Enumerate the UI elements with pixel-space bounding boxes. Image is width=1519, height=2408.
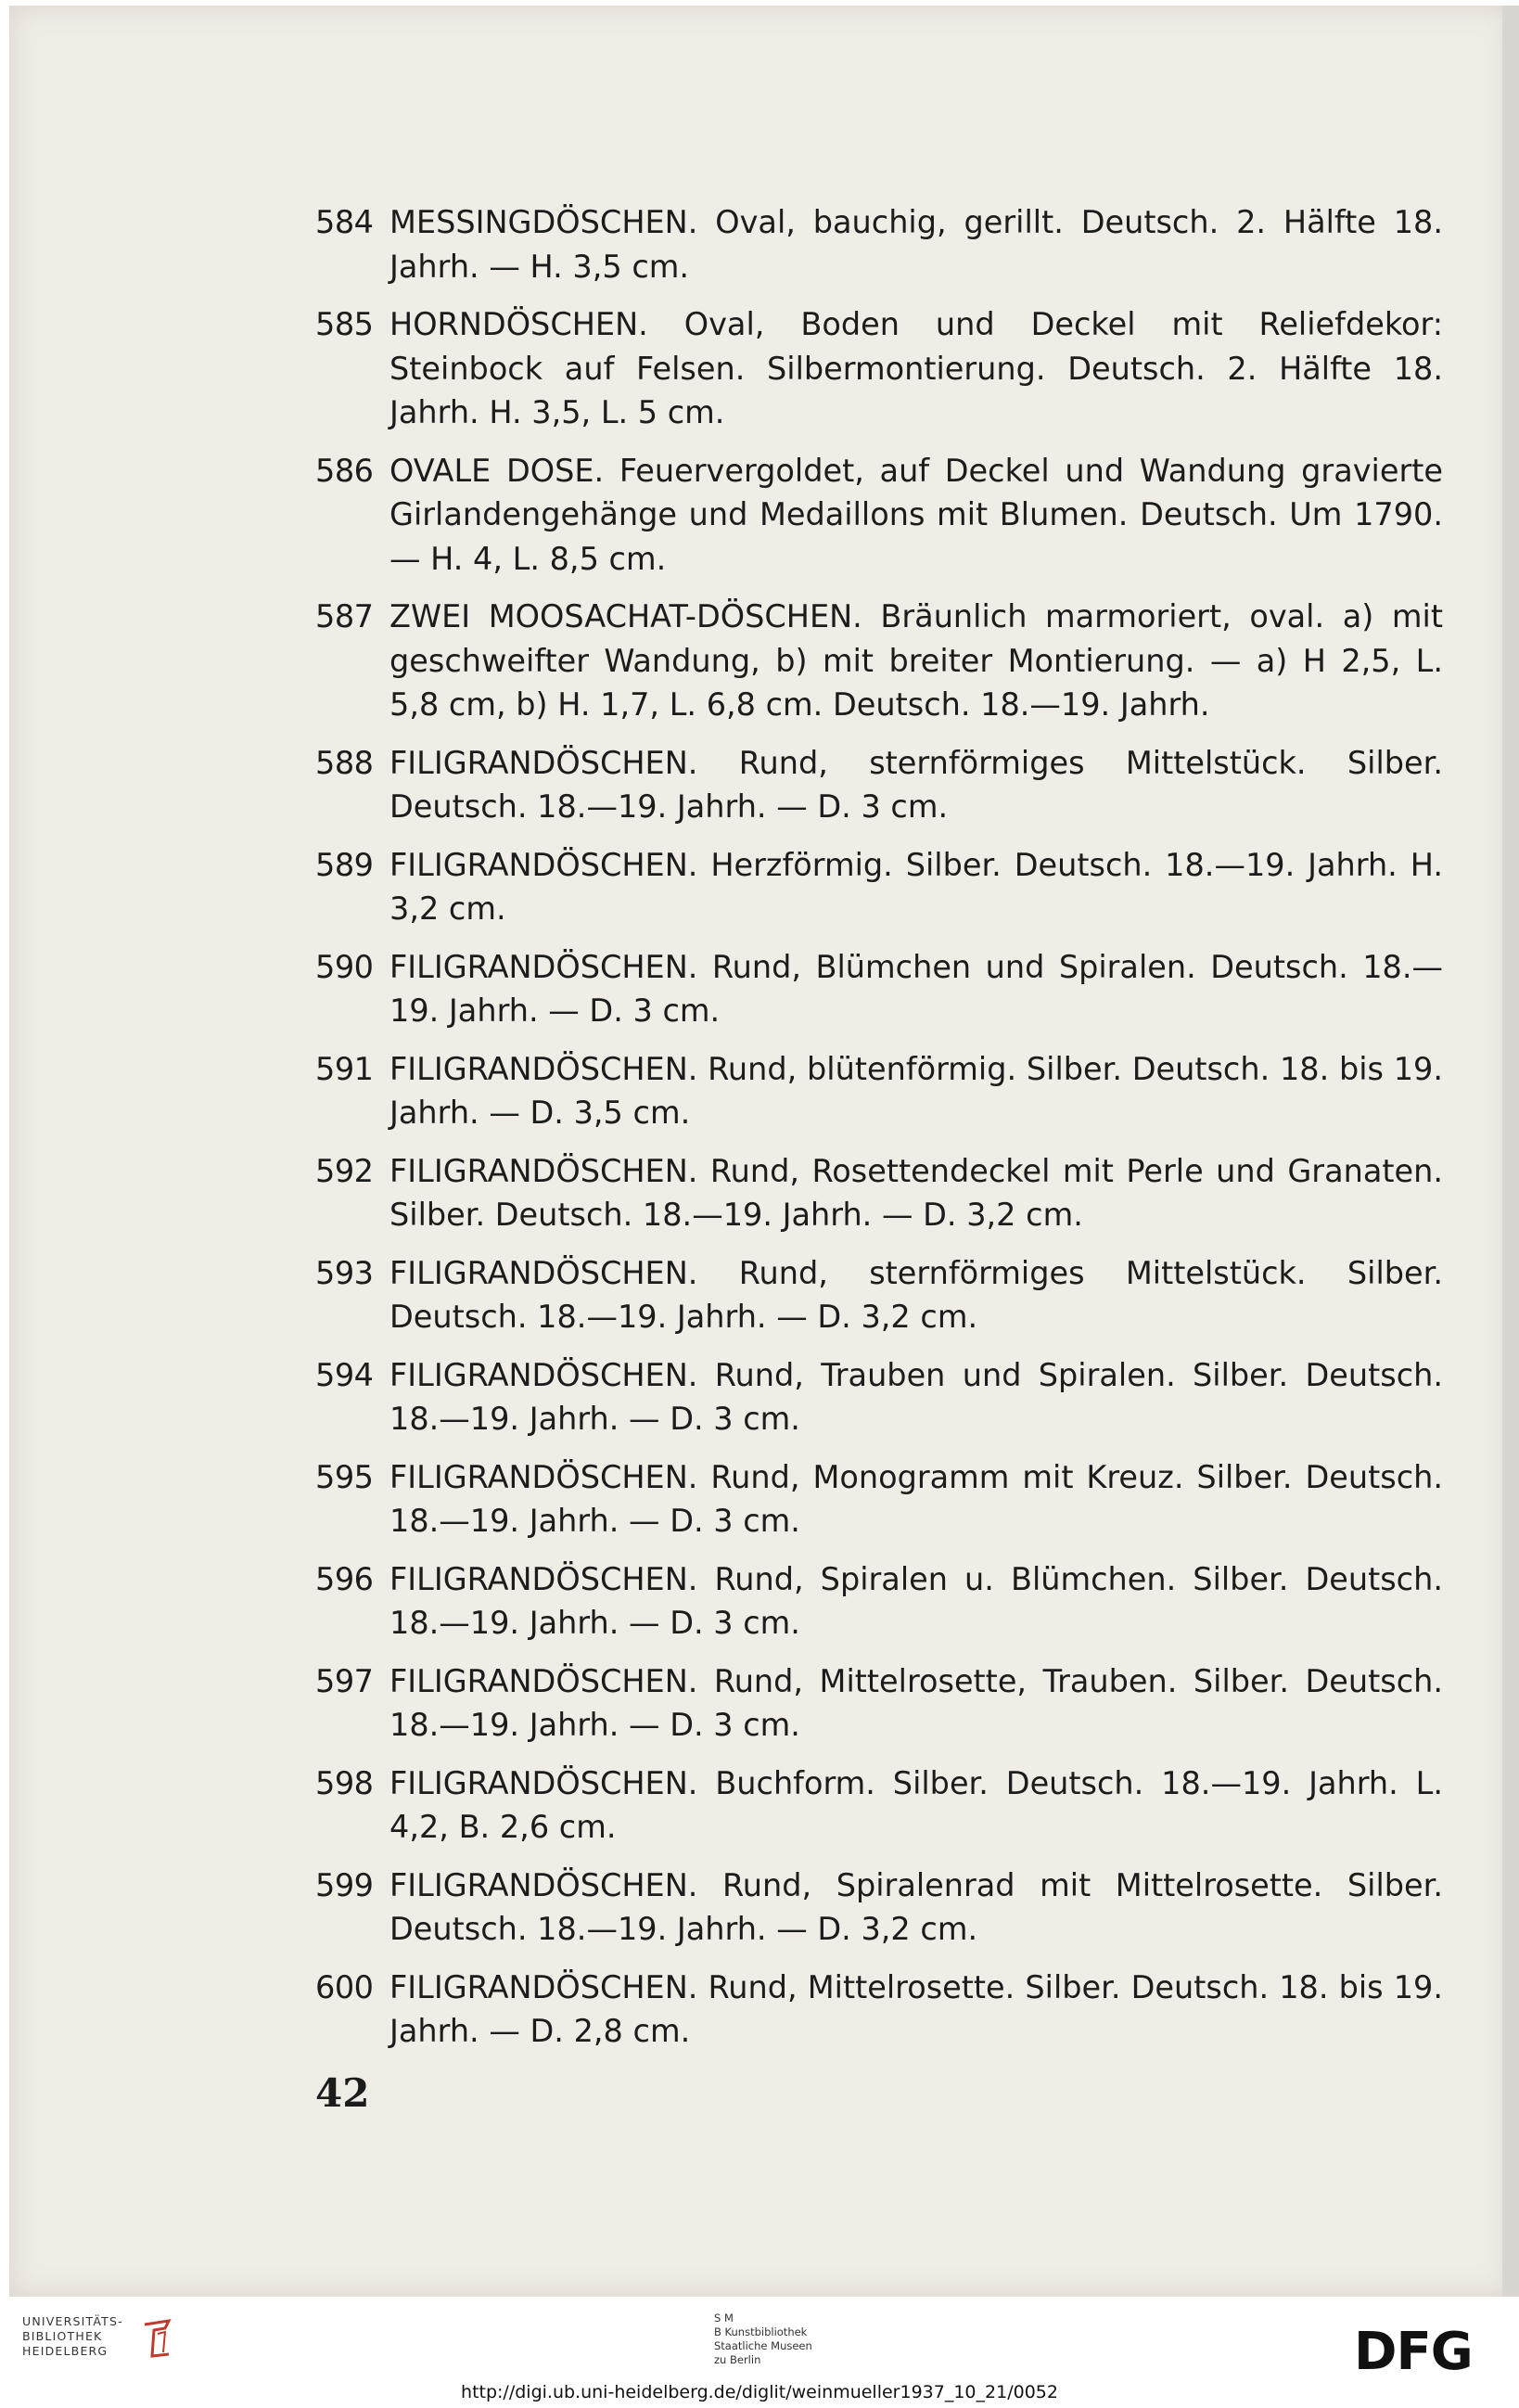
credit-line: S M xyxy=(714,2312,734,2325)
catalog-entry xyxy=(315,1966,1443,2054)
entry-number: 586 xyxy=(315,452,374,489)
library-emblem-icon xyxy=(141,2319,178,2362)
entry-text: OVALE DOSE. Feuervergoldet, auf Deckel und Wandung gravierte Girlandengehänge und Medaillons mit Blumen. Deutsch. Um 1790. — H. 4, L. 8,5 cm. xyxy=(389,452,1443,577)
entry-text: ZWEI MOOSACHAT-DÖSCHEN. Bräunlich marmoriert, oval. a) mit geschweifter Wandung, b) mit breiter Montierung. — a) H 2,5, L. 5,8 cm, b) H. 1,7, L. 6,8 cm. Deutsch. 18.—19. Jahrh. xyxy=(389,598,1443,723)
catalog-entries xyxy=(315,200,1443,2068)
catalog-entry xyxy=(315,945,1443,1033)
catalog-entry xyxy=(315,200,1443,288)
catalog-entry xyxy=(315,1251,1443,1339)
catalog-entry xyxy=(315,1864,1443,1952)
catalog-entry xyxy=(315,1353,1443,1441)
entry-number: 597 xyxy=(315,1662,374,1699)
dfg-logo[interactable]: DFG xyxy=(1354,2322,1473,2382)
entry-text: FILIGRANDÖSCHEN. Rund, Rosettendeckel mit Perle und Granaten. Silber. Deutsch. 18.—19. Jahrh. — D. 3,2 cm. xyxy=(389,1152,1443,1233)
catalog-entry xyxy=(315,741,1443,829)
entry-number: 591 xyxy=(315,1050,374,1087)
entry-number: 589 xyxy=(315,846,374,883)
catalog-entry xyxy=(315,1455,1443,1543)
entry-number: 585 xyxy=(315,306,374,342)
entry-number: 598 xyxy=(315,1764,374,1801)
university-library-logo[interactable] xyxy=(22,2313,189,2369)
entry-text: FILIGRANDÖSCHEN. Rund, Spiralen u. Blümchen. Silber. Deutsch. 18.—19. Jahrh. — D. 3 cm. xyxy=(389,1560,1443,1641)
entry-text: FILIGRANDÖSCHEN. Rund, sternförmiges Mittelstück. Silber. Deutsch. 18.—19. Jahrh. — D. 3,2 cm. xyxy=(389,1254,1443,1335)
entry-text: FILIGRANDÖSCHEN. Rund, blütenförmig. Silber. Deutsch. 18. bis 19. Jahrh. — D. 3,5 cm. xyxy=(389,1050,1443,1131)
catalog-entry xyxy=(315,1659,1443,1748)
catalog-entry xyxy=(315,1149,1443,1237)
catalog-entry xyxy=(315,1761,1443,1850)
entry-number: 588 xyxy=(315,744,374,781)
entry-number: 587 xyxy=(315,598,374,634)
page-edge xyxy=(1502,6,1519,2297)
page-number: 42 xyxy=(315,2070,370,2116)
entry-number: 594 xyxy=(315,1356,374,1393)
entry-text: FILIGRANDÖSCHEN. Herzförmig. Silber. Deutsch. 18.—19. Jahrh. H. 3,2 cm. xyxy=(389,846,1443,927)
credit-line: zu Berlin xyxy=(714,2353,761,2366)
catalog-entry xyxy=(315,1557,1443,1646)
entry-number: 600 xyxy=(315,1968,374,2005)
source-url-link[interactable]: http://digi.ub.uni-heidelberg.de/diglit/weinmueller1937_10_21/0052 xyxy=(461,2382,1058,2402)
catalog-entry xyxy=(315,302,1443,435)
entry-text: FILIGRANDÖSCHEN. Buchform. Silber. Deutsch. 18.—19. Jahrh. L. 4,2, B. 2,6 cm. xyxy=(389,1764,1443,1845)
entry-text: FILIGRANDÖSCHEN. Rund, Spiralenrad mit Mittelrosette. Silber. Deutsch. 18.—19. Jahrh. — D. 3,2 cm. xyxy=(389,1866,1443,1947)
entry-text: FILIGRANDÖSCHEN. Rund, Monogramm mit Kreuz. Silber. Deutsch. 18.—19. Jahrh. — D. 3 cm. xyxy=(389,1458,1443,1539)
entry-number: 592 xyxy=(315,1152,374,1189)
entry-number: 593 xyxy=(315,1254,374,1291)
logo-line: HEIDELBERG xyxy=(22,2344,108,2358)
logo-line: BIBLIOTHEK xyxy=(22,2329,103,2343)
entry-text: FILIGRANDÖSCHEN. Rund, Mittelrosette, Trauben. Silber. Deutsch. 18.—19. Jahrh. — D. 3 cm. xyxy=(389,1662,1443,1743)
entry-text: FILIGRANDÖSCHEN. Rund, Trauben und Spiralen. Silber. Deutsch. 18.—19. Jahrh. — D. 3 cm. xyxy=(389,1356,1443,1437)
entry-number: 584 xyxy=(315,204,374,240)
credit-line: B Kunstbibliothek xyxy=(714,2325,808,2338)
logo-line: UNIVERSITÄTS- xyxy=(22,2314,123,2328)
entry-text: FILIGRANDÖSCHEN. Rund, sternförmiges Mittelstück. Silber. Deutsch. 18.—19. Jahrh. — D. 3 cm. xyxy=(389,744,1443,825)
entry-text: FILIGRANDÖSCHEN. Rund, Blümchen und Spiralen. Deutsch. 18.—19. Jahrh. — D. 3 cm. xyxy=(389,948,1443,1029)
catalog-entry xyxy=(315,843,1443,931)
entry-text: FILIGRANDÖSCHEN. Rund, Mittelrosette. Silber. Deutsch. 18. bis 19. Jahrh. — D. 2,8 cm. xyxy=(389,1968,1443,2049)
entry-text: MESSINGDÖSCHEN. Oval, bauchig, gerillt. Deutsch. 2. Hälfte 18. Jahrh. — H. 3,5 cm. xyxy=(389,204,1443,285)
entry-text: HORNDÖSCHEN. Oval, Boden und Deckel mit Reliefdekor: Steinbock auf Felsen. Silbermontierung. Deutsch. 2. Hälfte 18. Jahrh. H. 3,5, L. 5 cm. xyxy=(389,306,1443,430)
catalog-entry xyxy=(315,595,1443,727)
credit-line: Staatliche Museen xyxy=(714,2339,812,2352)
entry-number: 596 xyxy=(315,1560,374,1597)
entry-number: 590 xyxy=(315,948,374,985)
entry-number: 595 xyxy=(315,1458,374,1495)
catalog-entry xyxy=(315,1047,1443,1135)
catalog-entry xyxy=(315,449,1443,582)
footer-bar xyxy=(0,2300,1519,2408)
entry-number: 599 xyxy=(315,1866,374,1903)
museum-credit xyxy=(714,2312,900,2367)
